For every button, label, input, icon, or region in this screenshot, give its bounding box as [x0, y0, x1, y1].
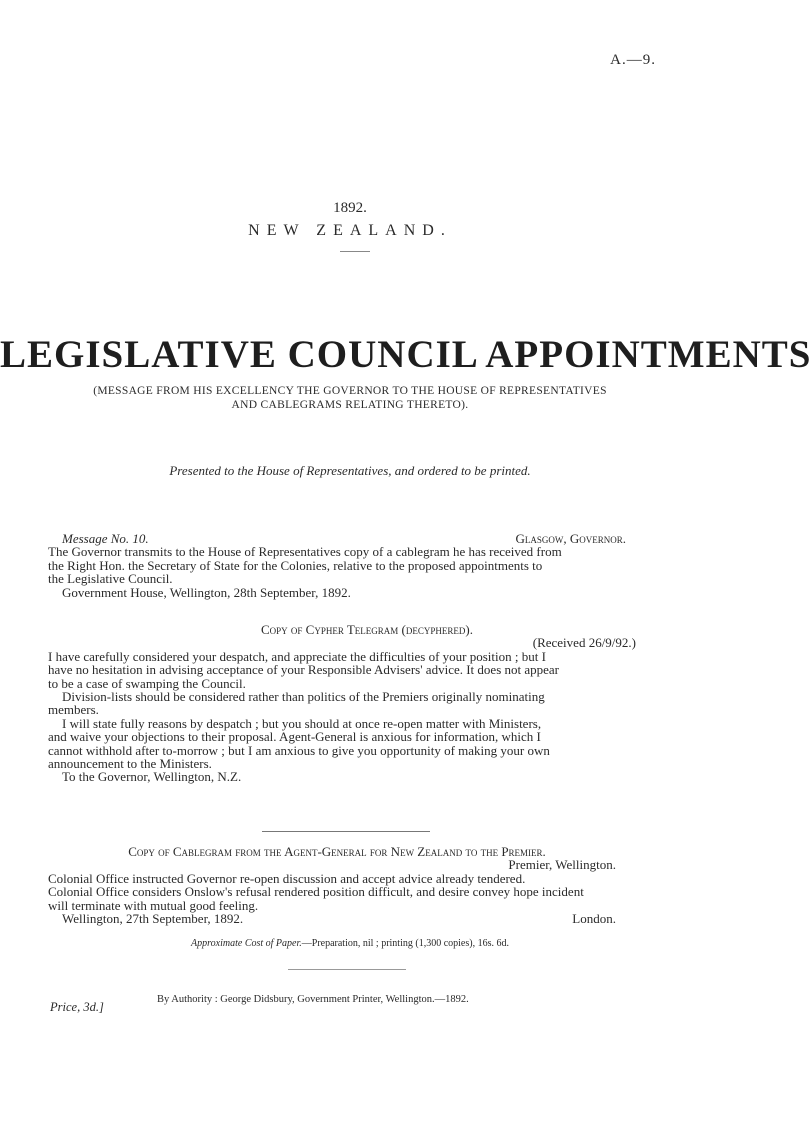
cablegram-line: Colonial Office instructed Governor re-open discussion and accept advice already tendered.	[48, 870, 526, 886]
telegram-line: have no hesitation in advising acceptance of your Responsible Advisers' advice. It does not appear	[48, 662, 559, 678]
telegram-addressee: To the Governor, Wellington, N.Z.	[62, 769, 242, 785]
telegram-line: I will state fully reasons by despatch ; but you should at once re-open matter with Ministers,	[62, 715, 542, 731]
year: 1892.	[333, 200, 367, 216]
cablegram-line: will terminate with mutual good feeling.	[48, 897, 259, 913]
telegram-line: members.	[48, 702, 99, 718]
divider	[340, 251, 370, 252]
telegram-line: I have carefully considered your despatch, and appreciate the difficulties of your position ; but I	[48, 648, 546, 664]
telegram-line: to be a case of swamping the Council.	[48, 675, 246, 691]
telegram-section	[48, 623, 656, 784]
telegram-line: and waive your objections to their proposal. Agent-General is anxious for information, which I	[48, 729, 541, 745]
printer-authority: By Authority : George Didsbury, Government Printer, Wellington.—1892.	[157, 994, 469, 1005]
presented-note: Presented to the House of Representatives, and ordered to be printed.	[169, 463, 531, 478]
cablegram-line: Colonial Office considers Onslow's refusal rendered position difficult, and desire convey hope incident	[48, 884, 584, 900]
document-title: LEGISLATIVE COUNCIL APPOINTMENTS	[0, 333, 811, 376]
cost-note	[0, 938, 700, 949]
cablegram-date: Wellington, 27th September, 1892.	[62, 911, 244, 927]
subtitle-line: AND CABLEGRAMS RELATING THERETO).	[231, 399, 469, 411]
telegram-line: Division-lists should be considered rather than politics of the Premiers originally nominating	[62, 689, 545, 705]
subtitle-line: (MESSAGE FROM HIS EXCELLENCY THE GOVERNOR TO THE HOUSE OF REPRESENTATIVES	[93, 385, 607, 397]
message-number: Message No. 10.	[62, 531, 149, 546]
message-line: the Right Hon. the Secretary of State for the Colonies, relative to the proposed appointments to	[48, 557, 543, 573]
telegram-line: announcement to the Ministers.	[48, 756, 212, 772]
telegram-line: cannot withhold after to-morrow ; but I am anxious to give you opportunity of making your own	[48, 742, 550, 758]
cost-text: —Preparation, nil ; printing (1,300 copies), 16s. 6d.	[301, 938, 509, 949]
country-heading: NEW ZEALAND.	[248, 222, 452, 239]
telegram-received: (Received 26/9/92.)	[532, 635, 636, 651]
message-line: the Legislative Council.	[48, 571, 173, 587]
message-line: The Governor transmits to the House of Representatives copy of a cablegram he has received from	[48, 544, 562, 560]
divider	[262, 831, 430, 832]
message-place-date: Government House, Wellington, 28th September, 1892.	[62, 584, 351, 600]
price: Price, 3d.]	[50, 1000, 104, 1014]
paper-reference: A.—9.	[610, 52, 656, 68]
cablegram-heading: Copy of Cablegram from the Agent-General for New Zealand to the Premier.	[128, 844, 546, 859]
document-subtitle	[60, 384, 640, 412]
cost-label: Approximate Cost of Paper.	[191, 938, 302, 949]
cablegram-recipient: Premier, Wellington.	[508, 857, 616, 873]
message-signature: Glasgow, Governor.	[515, 531, 626, 546]
message-section	[48, 532, 656, 599]
cablegram-section	[48, 845, 656, 925]
cablegram-sender: London.	[572, 911, 616, 927]
telegram-heading: Copy of Cypher Telegram (decyphered).	[261, 622, 473, 637]
divider	[288, 969, 406, 970]
